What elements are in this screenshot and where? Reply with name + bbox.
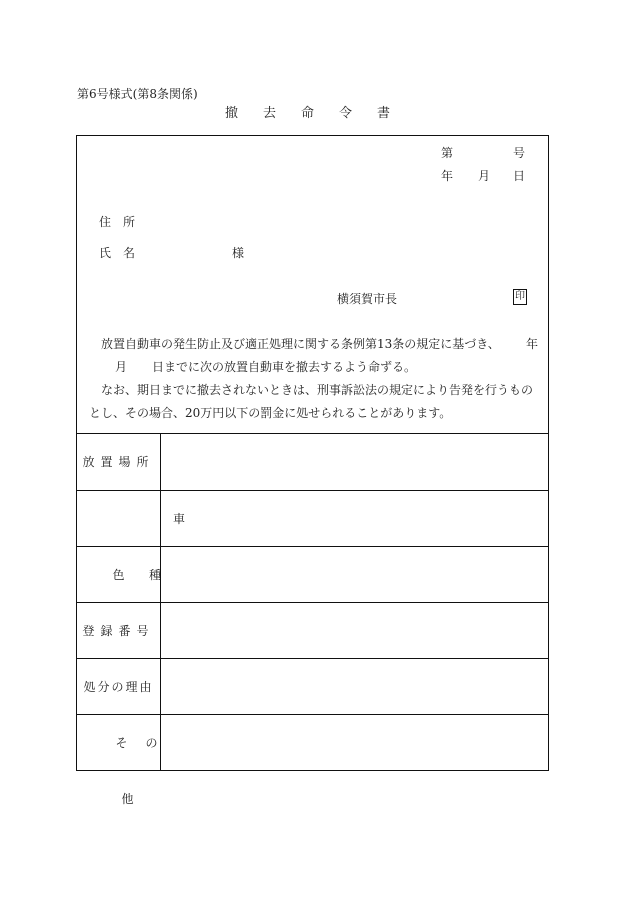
honorific: 様 — [232, 246, 245, 260]
date-month: 月 — [478, 169, 491, 183]
row-label: 処分の理由 — [77, 659, 161, 715]
row-label: 登録番号 — [77, 603, 161, 659]
body-line-3: なお、期日までに撤去されないときは、刑事訴訟法の規定により告発を行うもの — [101, 383, 534, 397]
address-label: 住 所 — [99, 215, 136, 229]
issuer-name: 横須賀市長 — [337, 292, 398, 306]
row-reason — [77, 658, 548, 715]
body-line-2: 日までに次の放置自動車を撤去するよう命ずる。 — [152, 360, 417, 374]
row-registration — [77, 602, 548, 659]
body-line-1: 放置自動車の発生防止及び適正処理に関する条例第13条の規定に基づき、 — [101, 337, 500, 351]
row-value[interactable] — [161, 603, 548, 659]
detail-table — [77, 434, 548, 806]
row-value[interactable] — [161, 434, 548, 490]
row-value[interactable] — [161, 715, 548, 771]
seal-mark: 印 — [513, 289, 527, 305]
body-year: 年 — [526, 337, 539, 351]
row-value[interactable] — [161, 491, 548, 547]
row-label: その他 — [77, 715, 161, 771]
form-number: 第6号様式(第8条関係) — [77, 87, 198, 101]
row-other — [77, 714, 548, 806]
body-line-4: とし、その場合、20万円以下の罰金に処せられることがあります。 — [89, 406, 452, 420]
row-color — [77, 546, 548, 603]
date-day: 日 — [513, 169, 526, 183]
name-label: 氏 名 — [99, 246, 136, 260]
body-month: 月 — [115, 360, 128, 374]
row-value[interactable] — [161, 547, 548, 603]
number-suffix: 号 — [513, 146, 526, 160]
row-location — [77, 434, 548, 490]
number-prefix: 第 — [441, 146, 454, 160]
row-vehicle-type — [77, 490, 548, 582]
row-label: 色 — [77, 547, 161, 603]
row-label: 放置場所 — [77, 434, 161, 490]
order-form — [76, 135, 549, 806]
row-label: 車種 — [77, 491, 161, 547]
date-year: 年 — [441, 169, 454, 183]
document-title: 撤去命令書 — [224, 106, 415, 121]
row-value[interactable] — [161, 659, 548, 715]
